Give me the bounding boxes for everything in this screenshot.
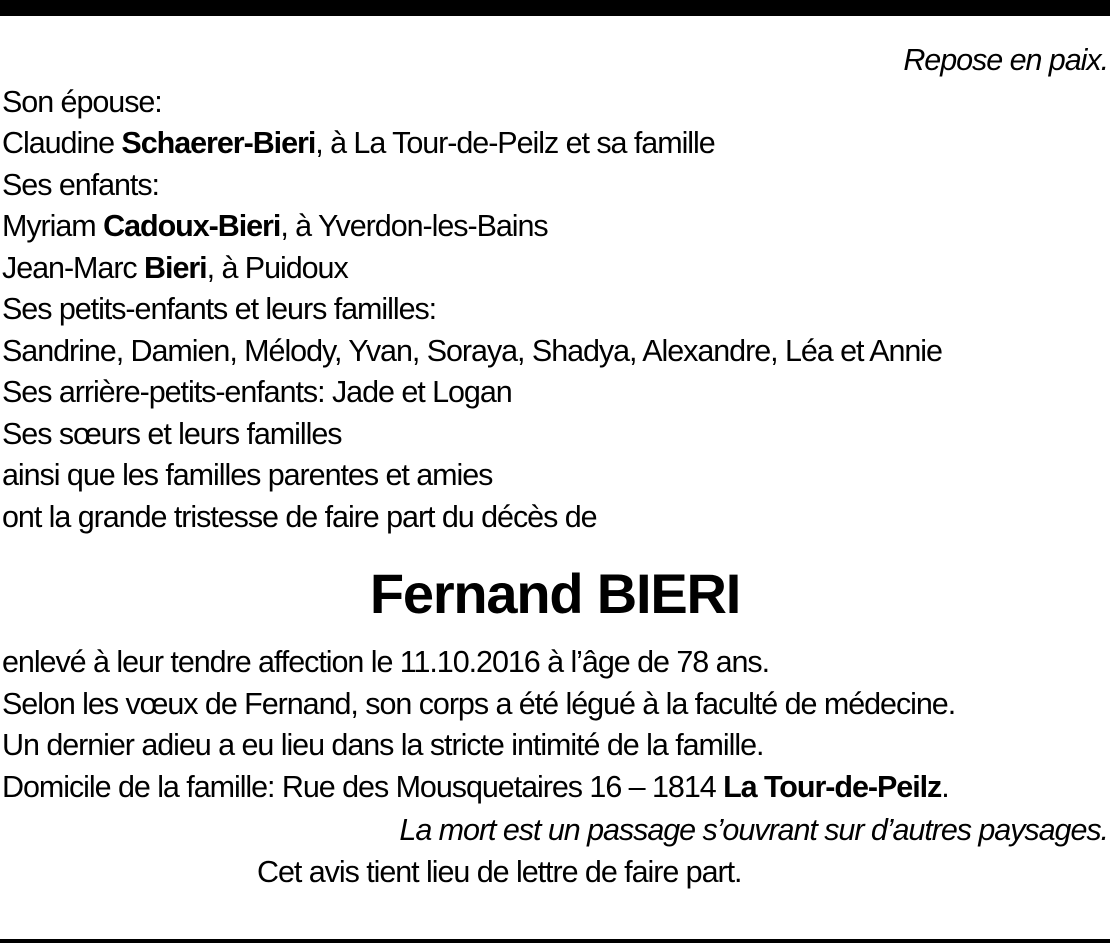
child-first-name: Myriam [2, 209, 104, 243]
great-grandchildren-line: Ses arrière-petits-enfants: Jade et Logan [2, 375, 512, 409]
obituary-notice [2, 40, 1108, 893]
epigraph: Repose en paix. [903, 43, 1108, 77]
relatives-line: ainsi que les familles parentes et amies [2, 458, 493, 492]
domicile-address: Domicile de la famille: Rue des Mousquetaires 16 – 1814 [2, 769, 724, 804]
grandchildren-names: Sandrine, Damien, Mélody, Yvan, Soraya, Shadya, Alexandre, Léa et Annie [2, 333, 942, 368]
top-border-rule [0, 0, 1110, 16]
domicile-town: La Tour-de-Peilz [723, 769, 942, 804]
notice-line: Cet avis tient lieu de lettre de faire part. [257, 854, 742, 889]
death-details-line: enlevé à leur tendre affection le 11.10.2016 à l’âge de 78 ans. [2, 645, 770, 679]
child-surname: Cadoux-Bieri [103, 209, 281, 243]
grandchildren-heading: Ses petits-enfants et leurs familles: [2, 292, 437, 326]
child-first-name: Jean-Marc [2, 250, 145, 285]
body-donation-line: Selon les vœux de Fernand, son corps a été légué à la faculté de médecine. [2, 686, 956, 721]
farewell-line: Un dernier adieu a eu lieu dans la stricte intimité de la famille. [2, 728, 764, 762]
child-residence: , à Puidoux [206, 250, 348, 285]
announcement-line: ont la grande tristesse de faire part du décès de [2, 499, 597, 534]
domicile-period: . [941, 769, 949, 804]
deceased-name: Fernand BIERI [369, 562, 741, 625]
closing-quote: La mort est un passage s’ouvrant sur d’autres paysages. [399, 813, 1108, 847]
spouse-line [2, 123, 1108, 165]
spouse-residence: , à La Tour-de-Peilz et sa famille [315, 126, 715, 160]
child-residence: , à Yverdon-les-Bains [280, 209, 548, 243]
child-line [2, 206, 1108, 248]
sisters-line: Ses sœurs et leurs familles [2, 416, 342, 451]
domicile-line [2, 767, 1108, 809]
spouse-first-name: Claudine [2, 126, 122, 160]
bottom-border-rule [0, 939, 1110, 943]
spouse-surname: Schaerer-Bieri [121, 126, 316, 160]
spouse-heading: Son épouse: [2, 84, 162, 119]
child-line [2, 248, 1108, 290]
children-heading: Ses enfants: [2, 167, 159, 202]
child-surname: Bieri [144, 250, 207, 285]
